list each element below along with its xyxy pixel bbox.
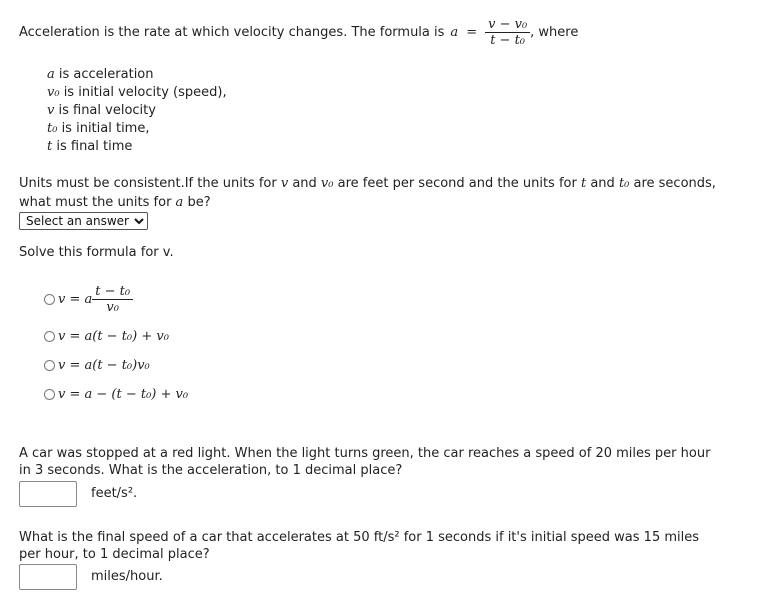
radio-button[interactable] <box>44 360 55 371</box>
solve-prompt <box>19 245 174 260</box>
question-text: and <box>586 176 619 191</box>
definition-symbol: t₀ <box>47 121 58 136</box>
definition-text: is initial time, <box>57 121 150 136</box>
intro-suffix: , where <box>530 24 579 40</box>
option-text: v = a(t − t₀) + v₀ <box>58 329 169 344</box>
radio-button[interactable] <box>44 331 55 342</box>
intro-line <box>19 10 578 54</box>
formula-lhs: a <box>450 24 459 40</box>
definition-text: is acceleration <box>54 67 154 82</box>
solve-option-4[interactable] <box>44 387 188 402</box>
acceleration-answer-input[interactable] <box>19 481 77 507</box>
question-text: be? <box>183 195 211 210</box>
question-symbol: v₀ <box>320 176 334 191</box>
intro-text: Acceleration is the rate at which velocity changes. The formula is <box>19 24 445 40</box>
question-symbol: t₀ <box>618 176 630 191</box>
fraction-numerator: t − t₀ <box>95 283 131 299</box>
question-text: and <box>288 176 321 191</box>
solve-option-2[interactable] <box>44 329 169 344</box>
formula-numerator: v − v₀ <box>488 16 528 32</box>
units-question <box>19 174 759 212</box>
definition-a <box>47 66 227 84</box>
question-text: what must the units for <box>19 195 176 210</box>
radio-button[interactable] <box>44 389 55 400</box>
definition-v <box>47 102 227 120</box>
units-question-line1 <box>19 174 759 193</box>
car1-question-line2: in 3 seconds. What is the acceleration, to 1 decimal place? <box>19 463 403 478</box>
question-symbol: a <box>175 195 184 210</box>
question-symbol: v <box>280 176 289 191</box>
definition-symbol: v₀ <box>47 85 60 100</box>
units-answer-select[interactable] <box>19 212 148 230</box>
car1-question-line1: A car was stopped at a red light. When the light turns green, the car reaches a speed of 20 miles per hour <box>19 446 711 461</box>
definitions-list <box>47 66 227 156</box>
acceleration-unit: feet/s². <box>91 486 138 501</box>
solve-option-1[interactable] <box>44 276 133 322</box>
question-symbol: t <box>580 176 587 191</box>
car1-question <box>19 445 710 479</box>
question-text: are feet per second and the units for <box>333 176 581 191</box>
question-text: Units must be consistent.If the units for <box>19 176 281 191</box>
radio-button[interactable] <box>44 294 55 305</box>
option-text: v = a(t − t₀)v₀ <box>58 358 150 373</box>
fraction-denominator: v₀ <box>92 299 133 315</box>
final-speed-answer-input[interactable] <box>19 564 77 590</box>
car2-question-line1: What is the final speed of a car that accelerates at 50 ft/s² for 1 seconds if it's initial speed was 15 miles <box>19 530 700 545</box>
formula-equals: = <box>466 24 478 40</box>
definition-symbol: a <box>47 67 55 82</box>
final-speed-unit: miles/hour. <box>91 569 163 584</box>
solve-option-3[interactable] <box>44 358 150 373</box>
formula-denominator: t − t₀ <box>485 32 530 48</box>
definition-text: is final time <box>52 139 133 154</box>
units-question-line2 <box>19 193 759 212</box>
definition-symbol: v <box>47 103 55 118</box>
option-text: v = a <box>58 291 93 307</box>
definition-text: is initial velocity (speed), <box>59 85 227 100</box>
option-fraction <box>92 284 133 315</box>
car2-question <box>19 529 699 563</box>
acceleration-formula <box>485 17 530 48</box>
solve-prompt-text: Solve this formula for v. <box>19 245 174 260</box>
definition-text: is final velocity <box>54 103 156 118</box>
question-text: are seconds, <box>629 176 716 191</box>
option-text: v = a − (t − t₀) + v₀ <box>58 387 189 402</box>
car2-question-line2: per hour, to 1 decimal place? <box>19 547 210 562</box>
definition-t0 <box>47 120 227 138</box>
definition-v0 <box>47 84 227 102</box>
definition-t <box>47 138 227 156</box>
definition-symbol: t <box>47 139 53 154</box>
